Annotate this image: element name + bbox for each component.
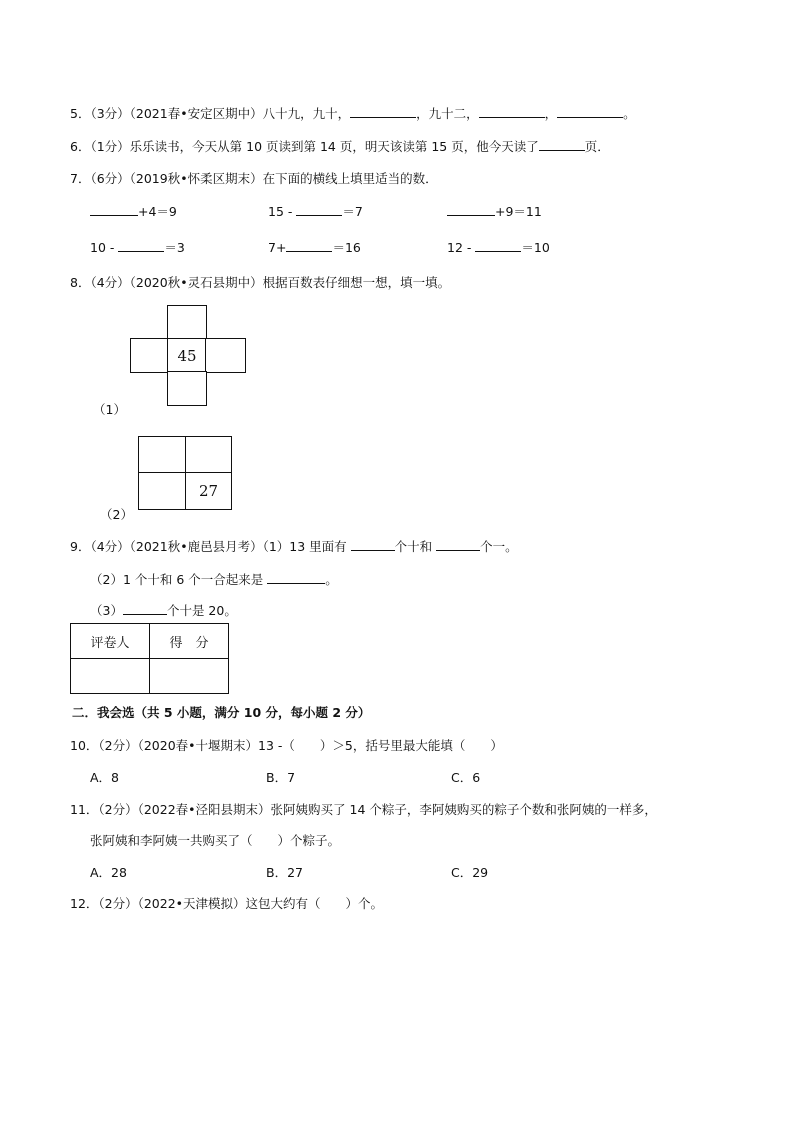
question-12: 12．（2分）（2022•天津模拟）这包大约有（ ）个。 <box>70 896 384 911</box>
q7-r2-i3-post: ＝10 <box>521 240 550 255</box>
q6-text: 6．（1分）乐乐读书，今天从第 10 页读到第 14 页，明天该读第 15 页，他今天读了 <box>70 139 539 154</box>
q7-r2-i2-post: ＝16 <box>332 240 361 255</box>
q5-sep-2: ， <box>544 106 558 121</box>
question-6 <box>70 137 610 155</box>
question-7: 7．（6分）（2019秋•怀柔区期末）在下面的横线上填里适当的数． <box>70 171 438 186</box>
question-11: 11．（2分）（2022春•泾阳县期末）张阿姨购买了 14 个粽子，李阿姨购买的粽子个数和张阿姨的一样多， <box>70 802 657 817</box>
q7-row2-item3 <box>447 238 550 256</box>
q9-line3-pre: （3） <box>90 603 123 618</box>
q7-r1-i3-blank[interactable] <box>447 203 495 216</box>
question-8: 8．（4分）（2020秋•灵石县期中）根据百数表仔细想一想，填一填。 <box>70 275 451 290</box>
q7-row2-item2 <box>268 238 361 256</box>
score-table-header-score: 得 分 <box>150 624 229 659</box>
grid-cell-bl[interactable] <box>138 472 187 510</box>
q11-option-c[interactable]: C．29 <box>451 865 489 880</box>
cross-cell-bottom[interactable] <box>167 371 207 406</box>
q11-option-a[interactable]: A．28 <box>90 865 127 880</box>
q9-end: 个一。 <box>480 539 518 554</box>
grid-cell-tl[interactable] <box>138 436 187 474</box>
q6-end: 页． <box>584 139 610 154</box>
grid-cell-tr[interactable] <box>185 436 232 474</box>
q7-row1-item3 <box>447 202 542 220</box>
q7-r2-i2-blank[interactable] <box>286 239 332 252</box>
q10-option-a[interactable]: A．8 <box>90 770 120 785</box>
section-2-title: 二．我会选（共 5 小题，满分 10 分，每小题 2 分） <box>72 705 371 720</box>
q7-row1-item2 <box>268 202 363 220</box>
question-10: 10．（2分）（2020春•十堰期末）13 -（ ）＞5，括号里最大能填（ ） <box>70 738 503 753</box>
q10-option-b[interactable]: B．7 <box>266 770 296 785</box>
cross-cell-right[interactable] <box>205 338 246 373</box>
q7-r2-i1-blank[interactable] <box>118 239 164 252</box>
q11-option-b[interactable]: B．27 <box>266 865 303 880</box>
q9-line-3 <box>90 601 237 619</box>
grid-cell-br: 27 <box>185 472 232 510</box>
score-table <box>70 623 229 694</box>
q9-text: 9．（4分）（2021秋•鹿邑县月考）（1）13 里面有 <box>70 539 351 554</box>
score-table-score-cell[interactable] <box>150 659 229 694</box>
q7-r1-i1-blank[interactable] <box>90 203 138 216</box>
cross-cell-top[interactable] <box>167 305 207 340</box>
q10-option-c[interactable]: C．6 <box>451 770 481 785</box>
question-11-cont: 张阿姨和李阿姨一共购买了（ ）个粽子。 <box>90 833 341 848</box>
q8-part2-label: （2） <box>100 507 133 522</box>
question-9 <box>70 537 518 555</box>
q7-r2-i3-blank[interactable] <box>475 239 521 252</box>
cross-cell-center: 45 <box>167 338 207 373</box>
q7-r2-i3-pre: 12 - <box>447 240 476 255</box>
q9-blank-2[interactable] <box>436 538 480 551</box>
q7-r1-i2-post: ＝7 <box>342 204 363 219</box>
q5-sep-1: ，九十二， <box>416 106 479 121</box>
q6-blank[interactable] <box>539 138 585 151</box>
q9-mid: 个十和 <box>394 539 437 554</box>
q9-line2-pre: （2）1 个十和 6 个一合起来是 <box>90 572 268 587</box>
q5-text: 5．（3分）（2021春•安定区期中）八十九，九十， <box>70 106 351 121</box>
q5-blank-1[interactable] <box>350 105 416 118</box>
question-5 <box>70 104 636 122</box>
q7-r1-i3-post: +9＝11 <box>495 204 542 219</box>
q9-line-2 <box>90 570 338 588</box>
q9-line2-end: 。 <box>325 572 338 587</box>
q7-r1-i2-blank[interactable] <box>296 203 342 216</box>
score-table-header-grader: 评卷人 <box>71 624 150 659</box>
q5-blank-2[interactable] <box>479 105 545 118</box>
q9-blank-4[interactable] <box>123 602 167 615</box>
q5-end: 。 <box>623 106 636 121</box>
q7-r1-i1-post: +4＝9 <box>138 204 177 219</box>
q7-r1-i2-pre: 15 - <box>268 204 297 219</box>
q9-blank-1[interactable] <box>351 538 395 551</box>
q7-r2-i1-post: ＝3 <box>164 240 185 255</box>
q7-row1-item1 <box>90 202 177 220</box>
q9-blank-3[interactable] <box>267 571 325 584</box>
cross-cell-left[interactable] <box>130 338 169 373</box>
q8-part1-label: （1） <box>93 402 126 417</box>
q7-row2-item1 <box>90 238 185 256</box>
q9-line3-end: 个十是 20。 <box>166 603 237 618</box>
q7-r2-i1-pre: 10 - <box>90 240 119 255</box>
q5-blank-3[interactable] <box>557 105 623 118</box>
q7-r2-i2-pre: 7+ <box>268 240 287 255</box>
score-table-grader-cell[interactable] <box>71 659 150 694</box>
